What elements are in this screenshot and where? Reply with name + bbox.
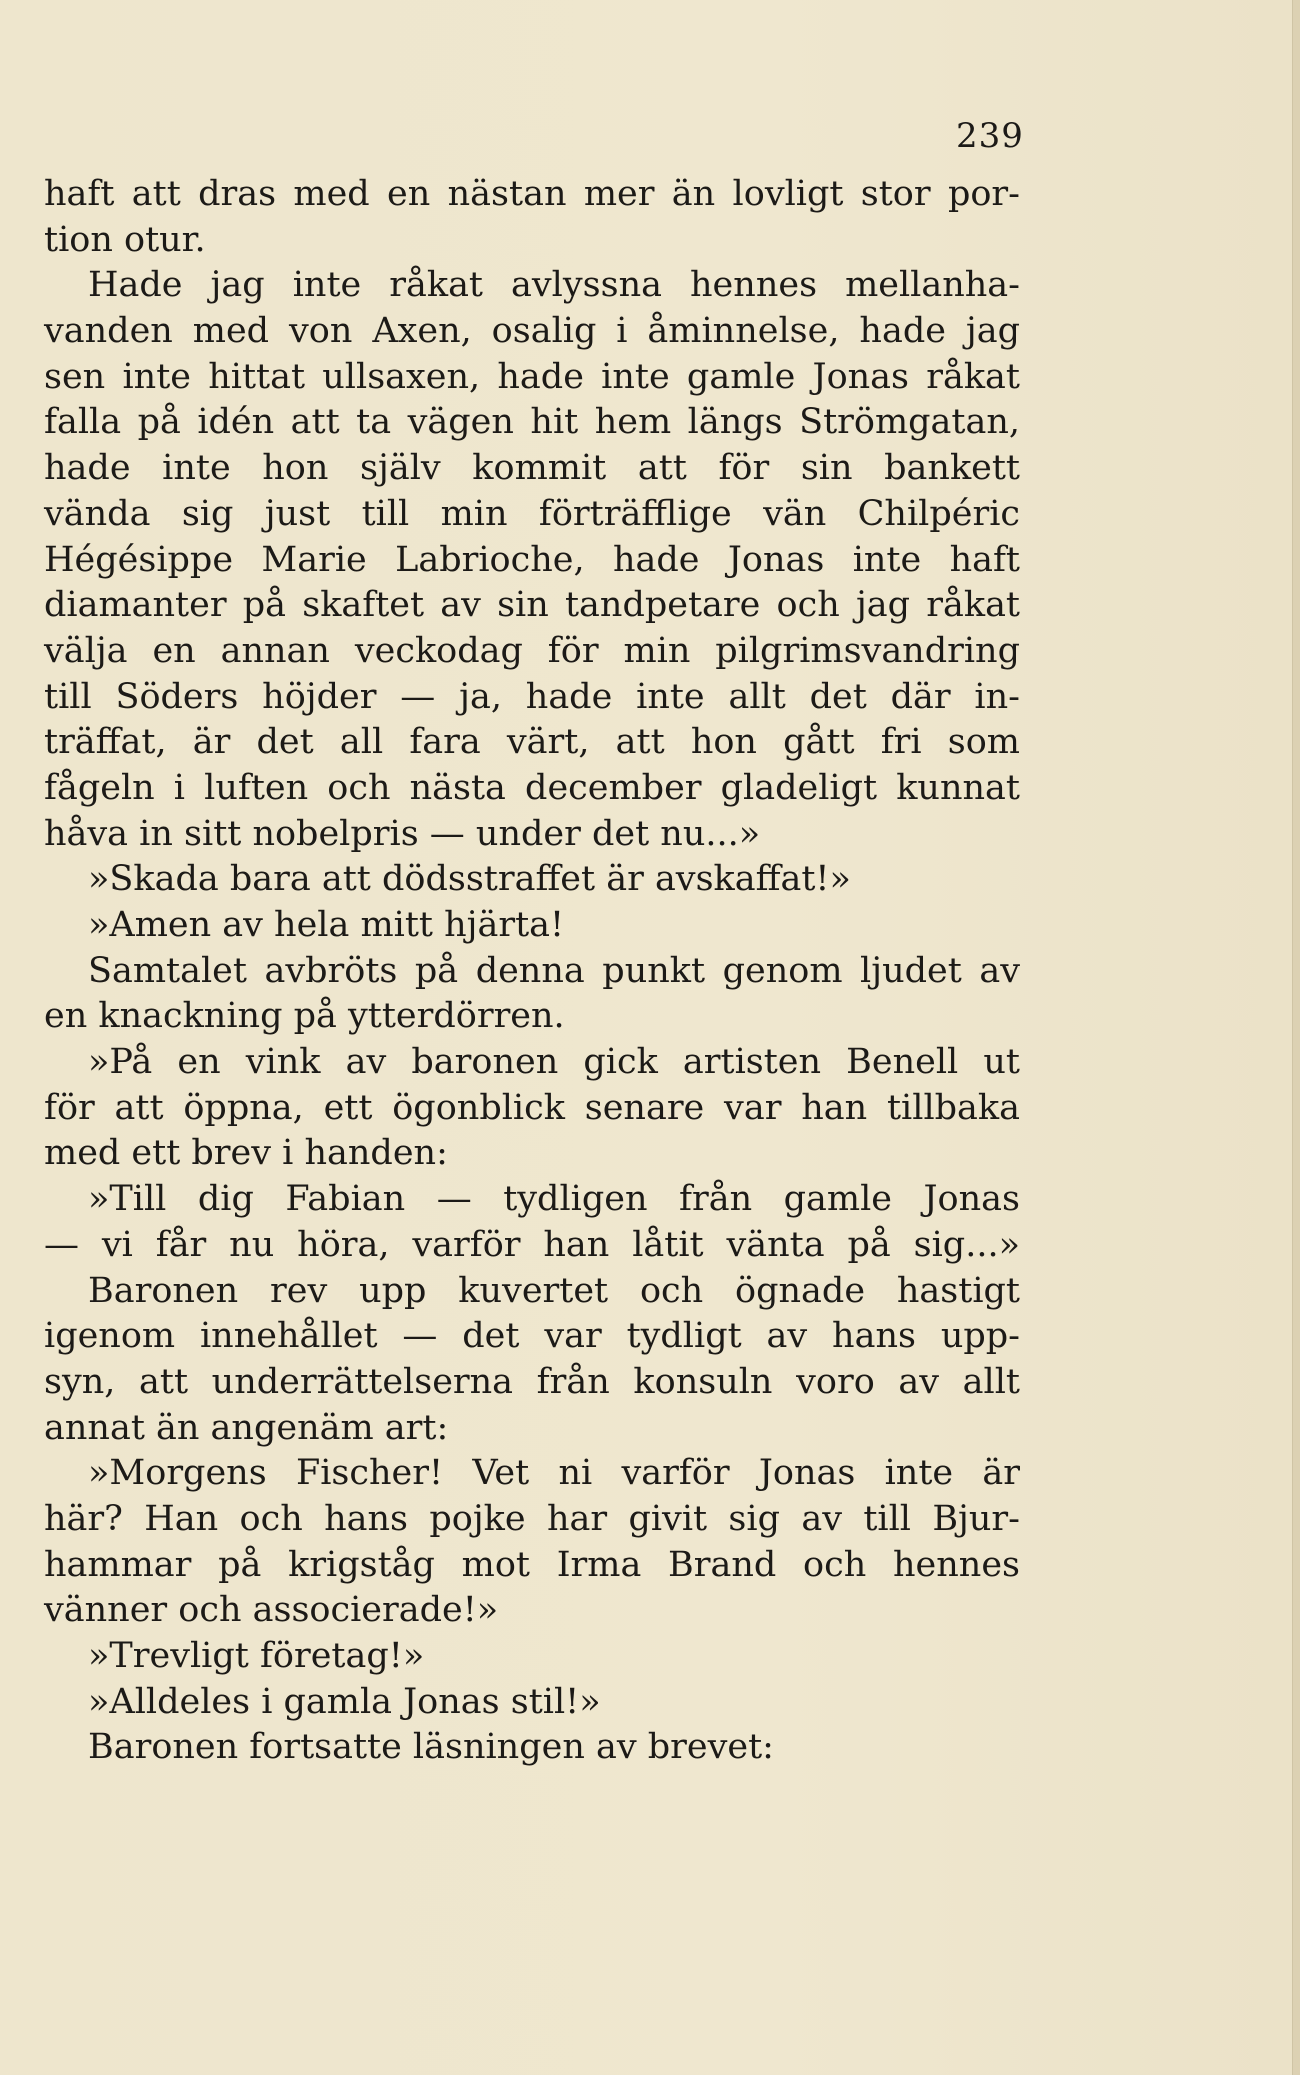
- text-line: vänner och associerade!»: [44, 1590, 499, 1631]
- body-text: [44, 172, 1020, 1771]
- text-line: här? Han och hans pojke har givit sig av till Bjur-: [44, 1498, 1020, 1539]
- text-line: — vi får nu höra, varför han låtit vänta på sig...»: [44, 1224, 1020, 1265]
- page-edge: [1292, 0, 1300, 2075]
- text-line: falla på idén att ta vägen hit hem längs Strömgatan,: [44, 402, 1020, 443]
- text-line: Baronen rev upp kuvertet och ögnade hastigt: [88, 1270, 1020, 1311]
- text-line: välja en annan veckodag för min pilgrimsvandring: [44, 630, 1020, 671]
- text-line: syn, att underrättelserna från konsuln voro av allt: [44, 1361, 1020, 1402]
- text-line: »Trevligt företag!»: [88, 1636, 425, 1676]
- text-line: hammar på krigståg mot Irma Brand och hennes: [44, 1544, 1020, 1585]
- text-line: hade inte hon själv kommit att för sin bankett: [44, 448, 1020, 489]
- text-line: till Söders höjder — ja, hade inte allt det där in-: [44, 676, 1020, 717]
- text-line: tion otur.: [44, 219, 206, 260]
- text-line: för att öppna, ett ögonblick senare var han tillbaka: [44, 1087, 1020, 1128]
- text-line: igenom innehållet — det var tydligt av hans upp-: [44, 1316, 1020, 1357]
- text-line: »På en vink av baronen gick artisten Benell ut: [88, 1042, 1020, 1083]
- text-line: »Alldeles i gamla Jonas stil!»: [88, 1681, 601, 1722]
- text-line: Hégésippe Marie Labrioche, hade Jonas inte haft: [44, 539, 1020, 580]
- text-line: en knackning på ytterdörren.: [44, 996, 565, 1037]
- text-line: diamanter på skaftet av sin tandpetare och jag råkat: [44, 585, 1020, 626]
- text-line: Baronen fortsatte läsningen av brevet:: [88, 1727, 774, 1768]
- text-line: vända sig just till min förträfflige vän Chilpéric: [44, 493, 1020, 534]
- text-line: haft att dras med en nästan mer än lovligt stor por-: [44, 174, 1020, 214]
- text-line: håva in sitt nobelpris — under det nu...»: [44, 813, 761, 854]
- text-line: träffat, är det all fara värt, att hon gått fri som: [44, 722, 1020, 763]
- text-line: fågeln i luften och nästa december gladeligt kunnat: [44, 767, 1020, 808]
- text-line: vanden med von Axen, osalig i åminnelse, hade jag: [44, 311, 1020, 352]
- text-line: med ett brev i handen:: [44, 1133, 448, 1174]
- text-line: »Morgens Fischer! Vet ni varför Jonas inte är: [88, 1453, 1020, 1494]
- text-line: »Skada bara att dödsstraffet är avskaffat!»: [88, 859, 851, 900]
- text-line: »Till dig Fabian — tydligen från gamle Jonas: [88, 1179, 1020, 1220]
- text-line: annat än angenäm art:: [44, 1407, 449, 1448]
- text-line: Samtalet avbröts på denna punkt genom ljudet av: [88, 950, 1020, 991]
- page-number: 239: [956, 116, 1024, 156]
- text-line: »Amen av hela mitt hjärta!: [88, 905, 565, 945]
- text-line: sen inte hittat ullsaxen, hade inte gamle Jonas råkat: [44, 356, 1020, 397]
- text-line: Hade jag inte råkat avlyssna hennes mellanha-: [88, 265, 1020, 306]
